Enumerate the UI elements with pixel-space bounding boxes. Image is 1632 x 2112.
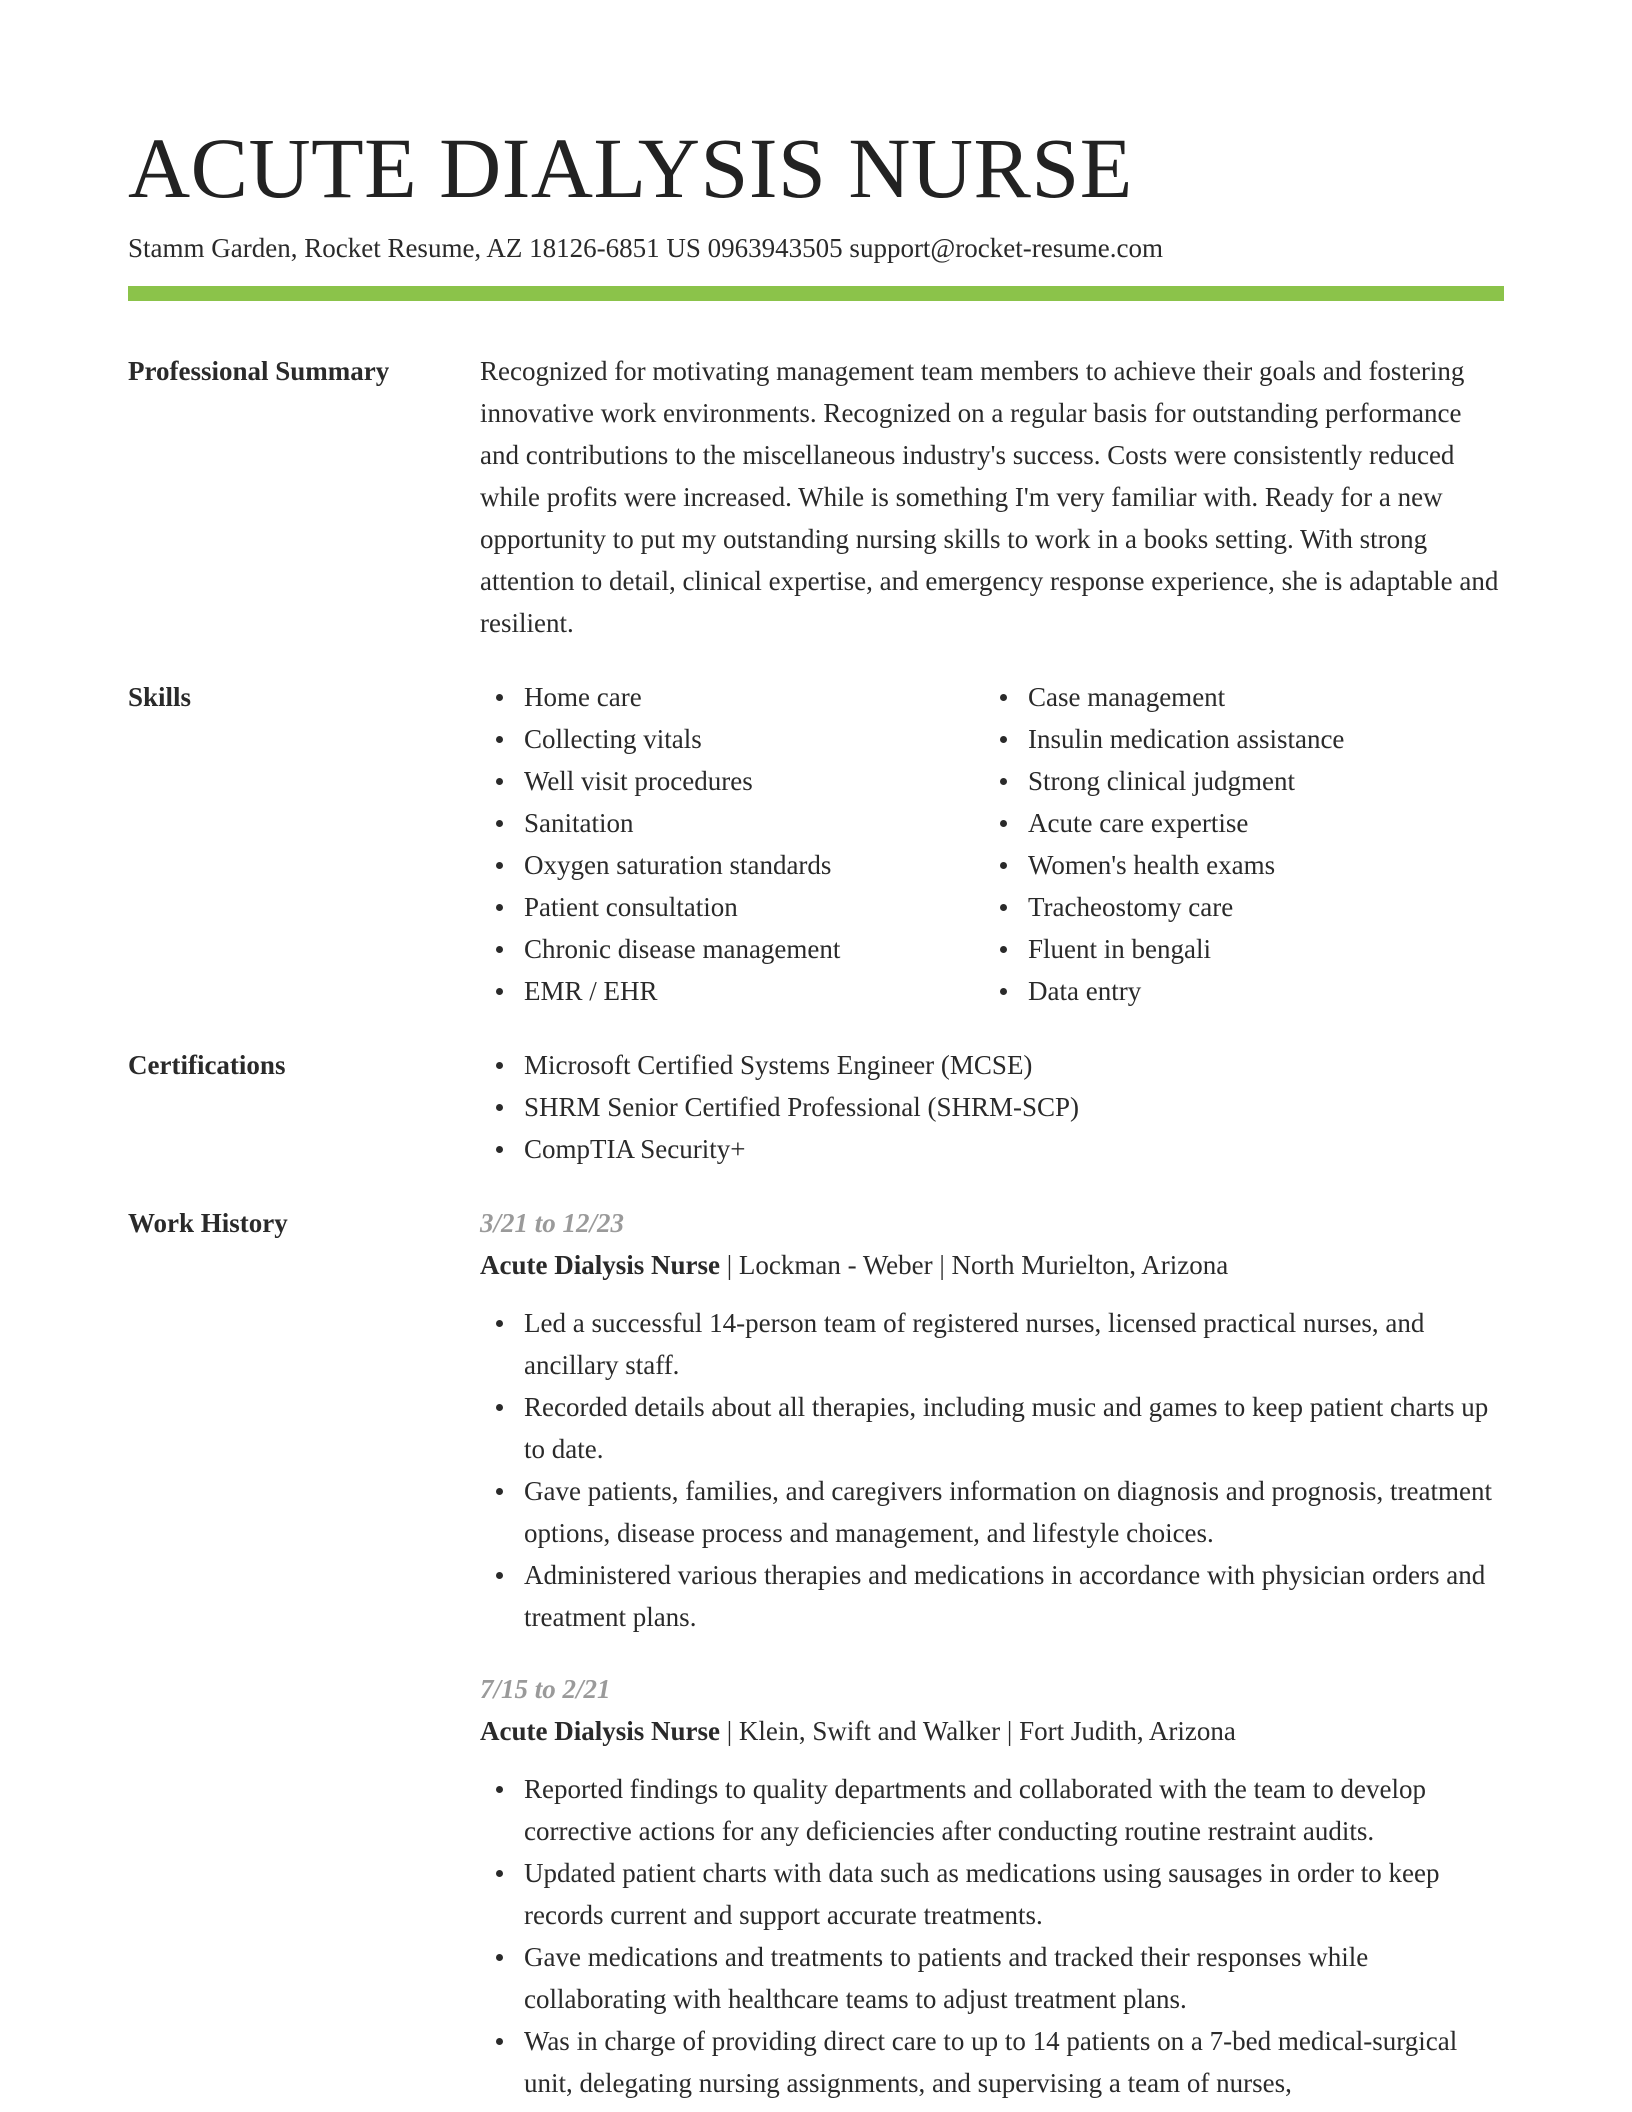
skill-item: Patient consultation: [480, 886, 984, 928]
job-bullet: Was in charge of providing direct care to up to 14 patients on a 7-bed medical-surgical unit, delegating nursing assignments, and supervising a team of nurses,: [480, 2020, 1504, 2104]
job-bullet: Gave medications and treatments to patients and tracked their responses while collaborating with healthcare teams to adjust treatment plans.: [480, 1936, 1504, 2020]
job-details: | Lockman - Weber | North Murielton, Arizona: [719, 1250, 1229, 1280]
skill-item: Collecting vitals: [480, 718, 984, 760]
skill-item: Fluent in bengali: [984, 928, 1488, 970]
job-heading: [480, 1244, 1504, 1286]
skills-column-right: [984, 676, 1488, 1012]
job-bullet: Gave patients, families, and caregivers information on diagnosis and prognosis, treatment options, disease process and management, and lifestyle choices.: [480, 1470, 1504, 1554]
job-bullet: Recorded details about all therapies, including music and games to keep patient charts up to date.: [480, 1386, 1504, 1470]
skill-item: Tracheostomy care: [984, 886, 1488, 928]
resume-content: [128, 350, 1504, 2112]
skill-item: EMR / EHR: [480, 970, 984, 1012]
skill-item: Home care: [480, 676, 984, 718]
summary-text: Recognized for motivating management team members to achieve their goals and fostering innovative work environments. Recognized on a regular basis for outstanding performance and contributions to the miscellaneous industry's success. Costs were consistently reduced while profits were increased. While is something I'm very familiar with. Ready for a new opportunity to put my outstanding nursing skills to work in a books setting. With strong attention to detail, clinical expertise, and emergency response experience, she is adaptable and resilient.: [480, 356, 1499, 638]
skill-item: Acute care expertise: [984, 802, 1488, 844]
skills-column-left: [480, 676, 984, 1012]
skill-item: Sanitation: [480, 802, 984, 844]
certification-item: CompTIA Security+: [480, 1128, 1504, 1170]
job-bullet: Administered various therapies and medications in accordance with physician orders and treatment plans.: [480, 1554, 1504, 1638]
work-history-body: [480, 1202, 1504, 2112]
accent-rule: [128, 286, 1504, 301]
job-details: | Klein, Swift and Walker | Fort Judith, Arizona: [719, 1716, 1236, 1746]
job-heading: [480, 1710, 1504, 1752]
job-entry: [480, 1202, 1504, 1638]
skill-item: Strong clinical judgment: [984, 760, 1488, 802]
job-title: Acute Dialysis Nurse: [480, 1250, 720, 1280]
resume-name: ACUTE DIALYSIS NURSE: [128, 120, 1133, 216]
job-dates: 7/15 to 2/21: [480, 1674, 611, 1704]
job-bullet: Reported findings to quality departments and collaborated with the team to develop corrective actions for any deficiencies after conducting routine restraint audits.: [480, 1768, 1504, 1852]
skill-item: Chronic disease management: [480, 928, 984, 970]
section-title-skills: Skills: [128, 682, 192, 712]
certifications-section: [128, 1044, 1504, 1170]
job-bullets: [480, 1768, 1504, 2104]
job-bullet: Updated patient charts with data such as medications using sausages in order to keep records current and support accurate treatments.: [480, 1852, 1504, 1936]
summary-section: [128, 350, 1504, 644]
work-history-section: [128, 1202, 1504, 2112]
skill-item: Insulin medication assistance: [984, 718, 1488, 760]
skill-item: Women's health exams: [984, 844, 1488, 886]
section-title-certifications: Certifications: [128, 1050, 286, 1080]
skills-section: [128, 676, 1504, 1012]
job-bullets: [480, 1302, 1504, 1638]
certification-item: Microsoft Certified Systems Engineer (MCSE): [480, 1044, 1504, 1086]
skill-item: Well visit procedures: [480, 760, 984, 802]
certifications-list: [480, 1044, 1504, 1170]
section-title-summary: Professional Summary: [128, 356, 390, 386]
contact-line: Stamm Garden, Rocket Resume, AZ 18126-6851 US 0963943505 support@rocket-resume.com: [128, 233, 1163, 263]
certification-item: SHRM Senior Certified Professional (SHRM-SCP): [480, 1086, 1504, 1128]
skills-grid: [480, 676, 1504, 1012]
job-dates: 3/21 to 12/23: [480, 1208, 625, 1238]
section-title-work-history: Work History: [128, 1208, 288, 1238]
skill-item: Oxygen saturation standards: [480, 844, 984, 886]
job-title: Acute Dialysis Nurse: [480, 1716, 720, 1746]
job-bullet: Led a successful 14-person team of registered nurses, licensed practical nurses, and ancillary staff.: [480, 1302, 1504, 1386]
skill-item: Data entry: [984, 970, 1488, 1012]
job-entry: [480, 1668, 1504, 2104]
skill-item: Case management: [984, 676, 1488, 718]
